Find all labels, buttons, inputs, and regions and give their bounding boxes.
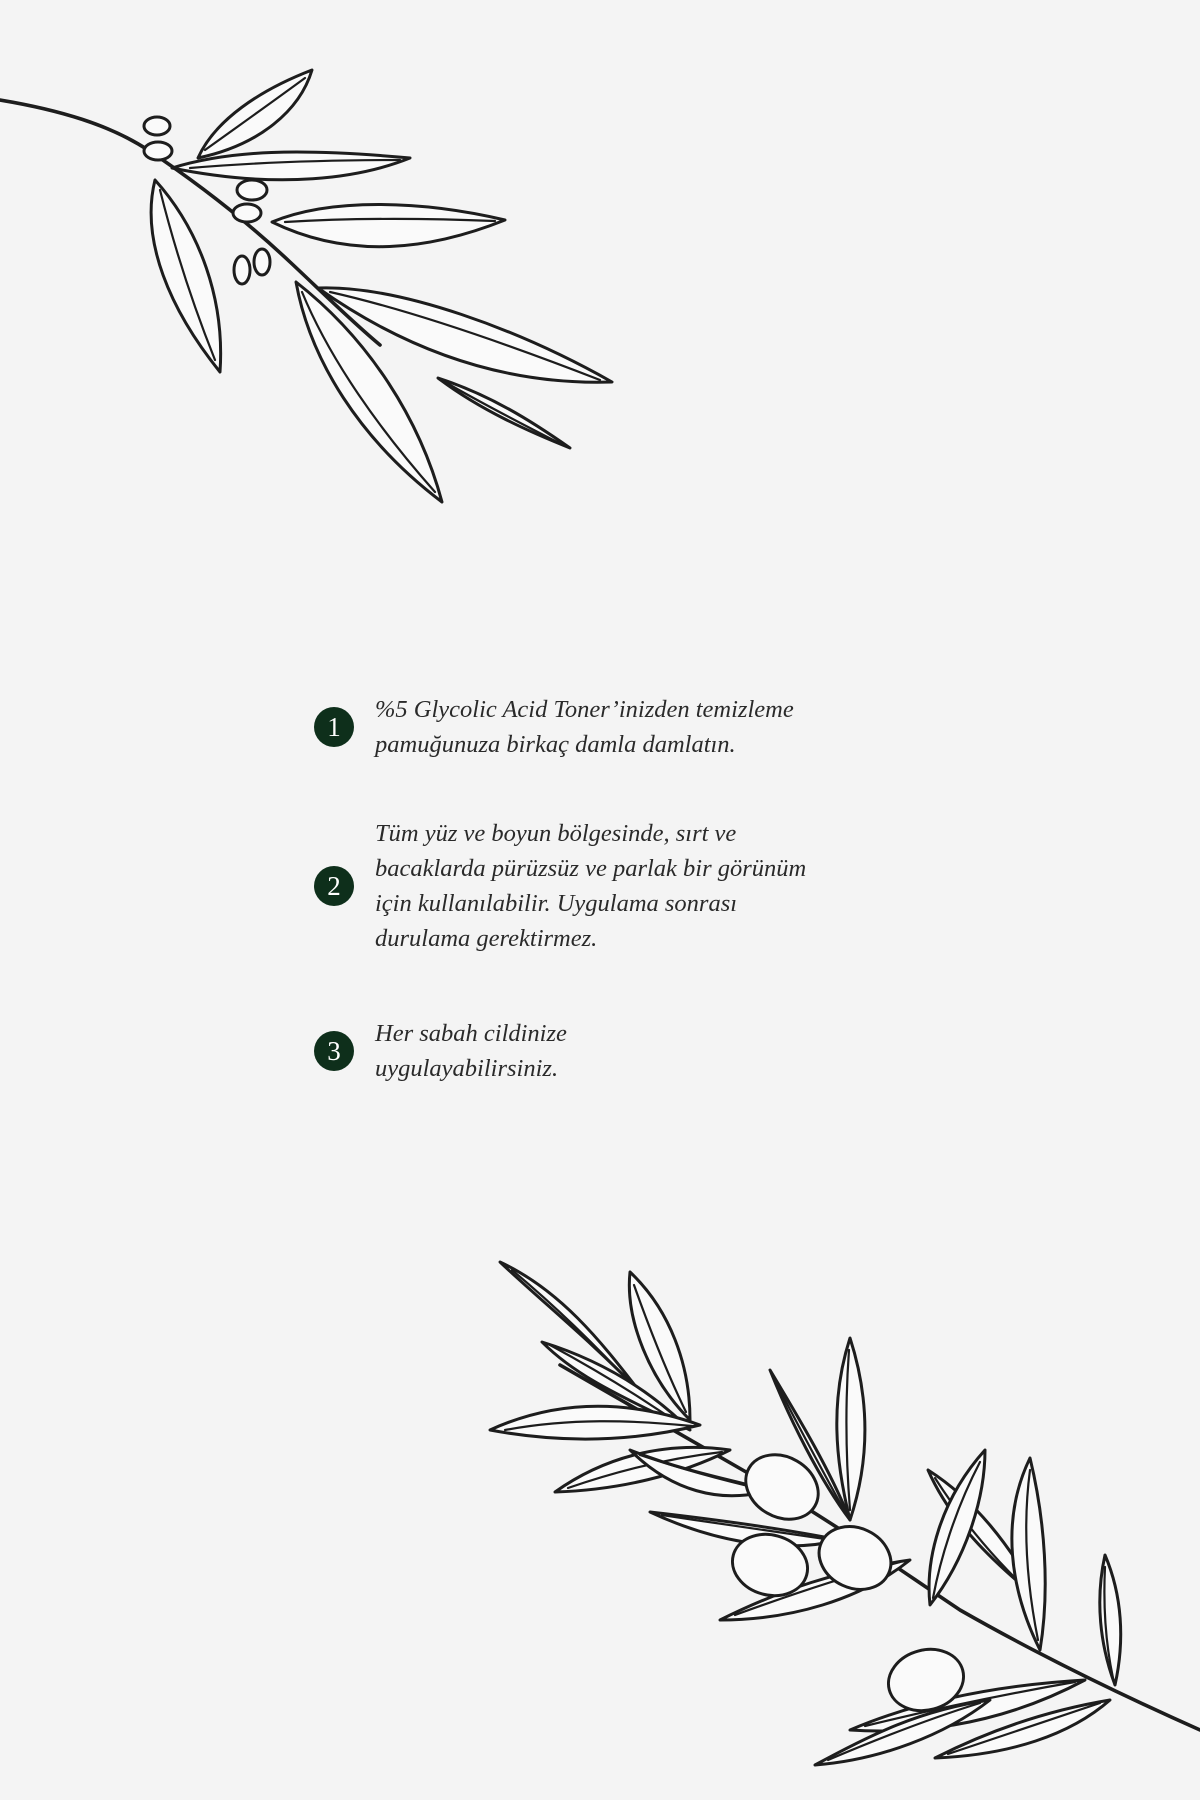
- step-number-badge: 2: [314, 866, 354, 906]
- step-text-line: durulama gerektirmez.: [375, 925, 598, 952]
- step-text: [375, 1016, 567, 1086]
- step-text-line: Tüm yüz ve boyun bölgesinde, sırt ve: [375, 820, 737, 847]
- step-text-line: için kullanılabilir. Uygulama sonrası: [375, 890, 738, 917]
- step-text-line: uygulayabilirsiniz.: [375, 1055, 559, 1082]
- step-text-line: bacaklarda pürüzsüz ve parlak bir görünüm: [375, 855, 807, 882]
- step-number-badge: 1: [314, 707, 354, 747]
- step-1: [314, 692, 794, 762]
- step-text-line: pamuğunuza birkaç damla damlatın.: [375, 731, 736, 758]
- step-2: [314, 816, 806, 956]
- step-text-line: Her sabah cildinize: [375, 1020, 567, 1047]
- step-3: [314, 1016, 567, 1086]
- step-text: [375, 816, 806, 956]
- step-text: [375, 692, 794, 762]
- step-text-line: %5 Glycolic Acid Toner’inizden temizleme: [375, 696, 794, 723]
- step-number-badge: 3: [314, 1031, 354, 1071]
